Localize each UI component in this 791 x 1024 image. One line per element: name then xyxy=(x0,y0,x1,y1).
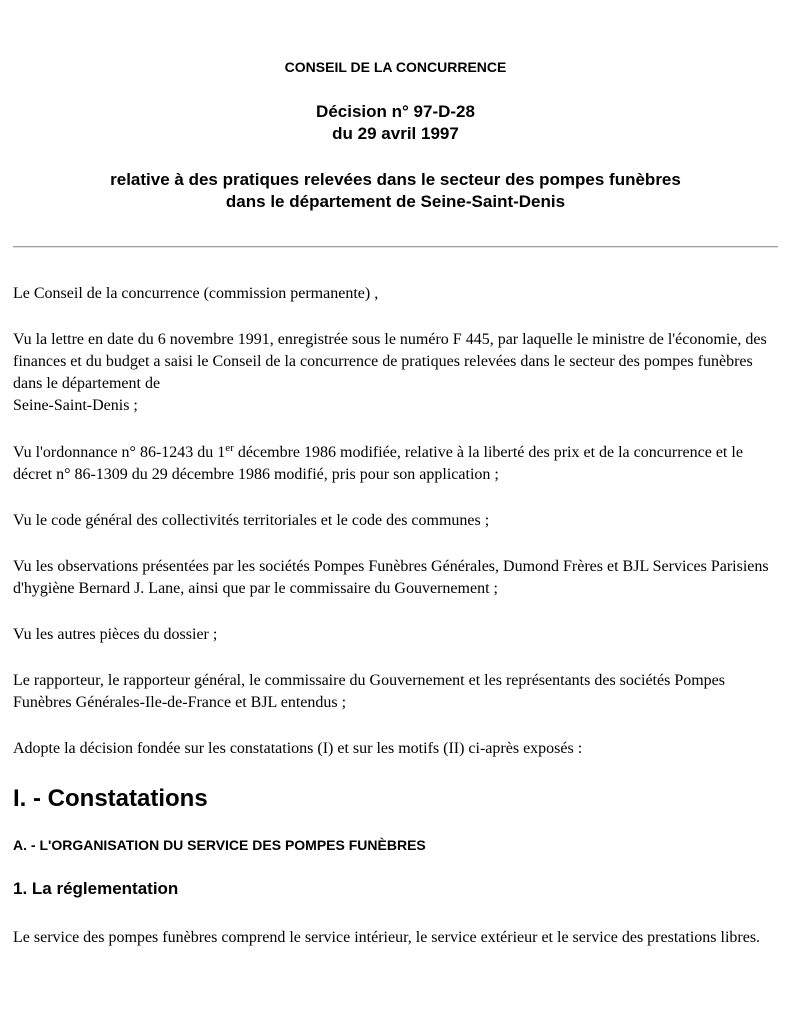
ordonnance-superscript: er xyxy=(225,442,234,454)
subject-line-2: dans le département de Seine-Saint-Denis xyxy=(225,192,566,211)
organization-heading: CONSEIL DE LA CONCURRENCE xyxy=(284,59,507,75)
subject-line-1: relative à des pratiques relevées dans le secteur des pompes funèbres xyxy=(110,170,681,189)
decision-number: Décision n° 97-D-28 xyxy=(316,102,475,121)
decision-date: du 29 avril 1997 xyxy=(332,124,459,143)
ordonnance-text-start: Vu l'ordonnance n° 86-1243 du 1 xyxy=(13,444,226,461)
paragraph-code: Vu le code général des collectivités territoriales et le code des communes ; xyxy=(13,512,490,529)
paragraph-conseil: Le Conseil de la concurrence (commission permanente) , xyxy=(13,285,379,302)
subsection-heading-organisation: A. - L'ORGANISATION DU SERVICE DES POMPES FUNÈBRES xyxy=(13,837,426,853)
paragraph-lettre-end: Seine-Saint-Denis ; xyxy=(13,397,138,414)
paragraph-ordonnance xyxy=(13,442,778,486)
ordonnance-text-end: décembre 1986 modifiée, relative à la liberté des prix et de la concurrence et le décret n° 86-1309 du 29 décembre 1986 modifié, pris pour son application ; xyxy=(13,444,743,483)
paragraph-pieces: Vu les autres pièces du dossier ; xyxy=(13,626,218,643)
paragraph-observations: Vu les observations présentées par les sociétés Pompes Funèbres Générales, Dumond Frères et BJL Services Parisiens d'hygiène Bernard J. Lane, ainsi que par le commissaire du Gouvernement ; xyxy=(13,558,769,597)
paragraph-service: Le service des pompes funèbres comprend le service intérieur, le service extérieur et le service des prestations libres. xyxy=(13,929,761,946)
decision-subject xyxy=(0,169,791,213)
paragraph-lettre-text: Vu la lettre en date du 6 novembre 1991, enregistrée sous le numéro F 445, par laquelle le ministre de l'économie, des finances et du budget a saisi le Conseil de la concurrence de pratiques relevées dans le secteur des pompes funèbres dans le département de xyxy=(13,331,767,392)
subsection-heading-reglementation: 1. La réglementation xyxy=(13,879,179,898)
section-heading-constatations: I. - Constatations xyxy=(13,785,208,812)
paragraph-lettre xyxy=(13,329,778,417)
horizontal-divider xyxy=(13,246,778,248)
paragraph-adopte: Adopte la décision fondée sur les constatations (I) et sur les motifs (II) ci-après exposés : xyxy=(13,740,583,757)
decision-title xyxy=(0,101,791,145)
paragraph-rapporteur: Le rapporteur, le rapporteur général, le commissaire du Gouvernement et les représentants des sociétés Pompes Funèbres Générales-Ile-de-France et BJL entendus ; xyxy=(13,672,725,711)
